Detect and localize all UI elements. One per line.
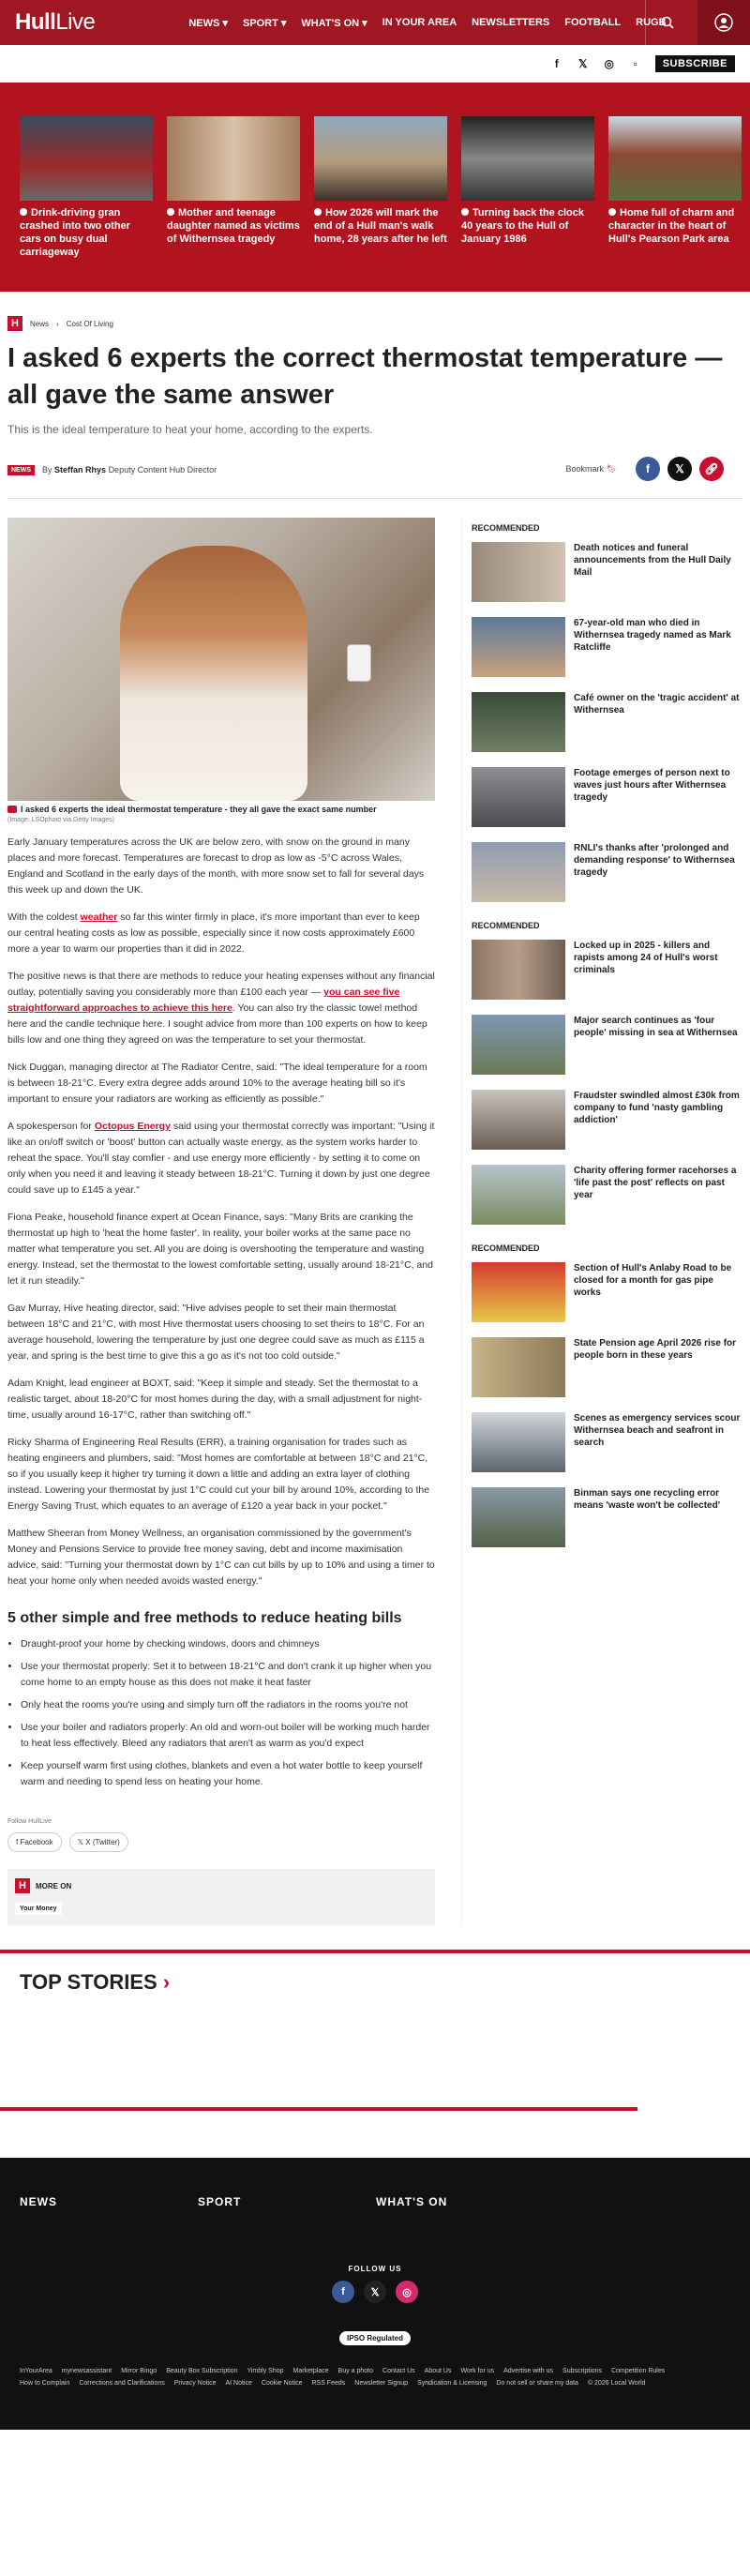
thermostat-illustration — [347, 644, 371, 682]
paragraph: Matthew Sheeran from Money Wellness, an organisation commissioned by the government's Money and Pensions Service to provide free money saving, debt and income maximisation advice, said: "Turning your thermostat down by 1°C can cut bills by up to 10% and using a timer to heat your home only when needed avoids wasted energy." — [8, 1528, 435, 1587]
nav-item-in-your-area[interactable]: IN YOUR AREA — [382, 16, 458, 28]
recommended-item[interactable]: 67-year-old man who died in Withernsea tragedy named as Mark Ratcliffe — [472, 617, 742, 677]
trending-image — [167, 116, 300, 201]
sidebar — [461, 518, 742, 1925]
recommended-section — [472, 921, 742, 1225]
x-icon: 𝕏 — [77, 1838, 84, 1846]
paragraph: Fiona Peake, household finance expert at Ocean Finance, says: "Many Brits are cranking the thermostat up high to 'heat the home faster'. In reality, your boiler works at the same pace no matter what temperature you set. All you are doing is overshooting the temperature and wasting energy. Instead, set the thermostat to the lowest comfortable setting, usually around 18-21°C, and let it run steadily." — [8, 1212, 434, 1287]
nav-item-whats-on[interactable]: WHAT'S ON ▾ — [301, 17, 368, 29]
broken-image-icon: ▫ — [633, 57, 638, 70]
footer-link[interactable]: Mirror Bingo — [121, 2368, 158, 2374]
list-item: • Only heat the rooms you're using and simply turn off the radiators in the rooms you're not — [21, 1697, 435, 1713]
list-item: • Draught-proof your home by checking windows, doors and chimneys — [21, 1636, 435, 1652]
logo-live: Live — [55, 9, 96, 35]
recommended-item[interactable]: Section of Hull's Anlaby Road to be closed for a month for gas pipe works — [472, 1262, 742, 1322]
x-icon[interactable]: 𝕏 — [578, 57, 588, 70]
news-badge: NEWS — [8, 465, 35, 475]
footer-link[interactable]: InYourArea — [20, 2368, 52, 2374]
trending-headline[interactable]: Drink-driving gran crashed into two other cars on busy dual carriageway — [20, 207, 130, 258]
trending-image — [20, 116, 153, 201]
recommended-thumbnail — [472, 842, 565, 902]
nav-links — [188, 17, 666, 29]
bookmark-button[interactable]: Bookmark 🔖︎ — [565, 463, 617, 474]
trending-card[interactable] — [20, 116, 153, 292]
header-divider — [8, 498, 742, 499]
recommended-item[interactable]: RNLI's thanks after 'prolonged and demanding response' to Withernsea tragedy — [472, 842, 742, 902]
footer-link[interactable]: Privacy Notice — [173, 2380, 217, 2387]
footer-link[interactable]: How to Complain — [20, 2380, 70, 2387]
recommended-thumbnail — [472, 1487, 565, 1547]
recommended-thumbnail — [472, 940, 565, 1000]
site-footer — [0, 2158, 750, 2430]
breadcrumb-news[interactable]: News — [30, 319, 50, 328]
bullet-icon — [608, 208, 616, 216]
trending-card[interactable] — [608, 116, 742, 292]
recommended-section — [472, 1243, 742, 1547]
footer-link[interactable]: Advertise with us — [503, 2368, 554, 2374]
bookmark-icon: 🔖︎ — [606, 463, 617, 474]
recommended-thumbnail — [472, 1090, 565, 1150]
follow-buttons — [8, 1832, 435, 1852]
recommended-item[interactable]: Locked up in 2025 - killers and rapists among 24 of Hull's worst criminals — [472, 940, 742, 1000]
footer-link[interactable]: Syndication & Licensing — [417, 2380, 488, 2387]
breadcrumb-section[interactable]: Cost Of Living — [66, 319, 113, 328]
brand-h-icon: H — [8, 316, 22, 331]
footer-link[interactable]: AI Notice — [225, 2380, 252, 2387]
nav-item-newsletters[interactable]: NEWSLETTERS — [472, 16, 550, 28]
account-button[interactable] — [698, 0, 750, 45]
chevron-right-icon: › — [162, 1970, 171, 1994]
paragraph: Adam Knight, lead engineer at BOXT, said: "Keep it simple and steady. Set the thermostat to a realistic target, about 18-20°C for most homes during the day, with a small adjustment for night-time, usually around 16-17°C, rather than switching off." — [8, 1378, 423, 1421]
recommended-label: RECOMMENDED — [472, 1243, 540, 1253]
recommended-item[interactable]: Café owner on the 'tragic accident' at Withernsea — [472, 692, 742, 752]
site-logo[interactable] — [15, 9, 95, 36]
footer-link[interactable]: Work for us — [460, 2368, 495, 2374]
footer-link[interactable]: Buy a photo — [338, 2368, 374, 2374]
subscribe-button[interactable]: SUBSCRIBE — [655, 55, 735, 72]
list-item: • Use your thermostat properly: Set it to between 18-21°C and don't crank it up higher when you come home to an empty house as this does not make it heat faster — [21, 1659, 435, 1691]
footer-link[interactable]: Competition Rules — [611, 2368, 666, 2374]
link-octopus-energy[interactable]: Octopus Energy — [94, 1121, 171, 1132]
byline: By Steffan Rhys Deputy Content Hub Director — [42, 465, 218, 475]
trending-card[interactable] — [167, 116, 300, 292]
link-weather[interactable]: weather — [80, 911, 118, 923]
x-icon[interactable]: 𝕏 — [364, 2281, 386, 2303]
list-item: • Use your boiler and radiators properly: An old and worn-out boiler will be working much harder to heat less effectively. Bleed any radiators that aren't as warm as you'd expect — [21, 1720, 435, 1752]
recommended-item[interactable]: Binman says one recycling error means 'waste won't be collected' — [472, 1487, 742, 1547]
nav-item-sport[interactable]: SPORT ▾ — [242, 17, 287, 29]
recommended-item[interactable]: Death notices and funeral announcements from the Hull Daily Mail — [472, 542, 742, 602]
recommended-item[interactable]: Footage emerges of person next to waves just hours after Withernsea tragedy — [472, 767, 742, 827]
author-role: Deputy Content Hub Director — [108, 465, 218, 475]
brand-h-icon: H — [15, 1878, 30, 1893]
trending-card[interactable] — [314, 116, 447, 292]
recommended-item[interactable]: Charity offering former racehorses a 'life past the post' reflects on past year — [472, 1165, 742, 1225]
footer-link[interactable]: About Us — [424, 2368, 452, 2374]
recommended-thumbnail — [472, 1337, 565, 1397]
share-bar — [566, 457, 724, 481]
tips-list — [8, 1636, 435, 1790]
recommended-thumbnail — [472, 542, 565, 602]
social-bar — [0, 45, 750, 83]
paragraph: Early January temperatures across the UK are below zero, with snow on the ground in many places and more forecast. Temperatures are forecast to drop as low as -5°C across Wales, England and Scotland in the early days of the month, with more snow set to fall for several days this week up and down the UK. — [8, 836, 425, 896]
footer-copyright: © 2026 Local World — [587, 2380, 646, 2387]
content-area — [0, 518, 750, 1925]
article-body — [8, 518, 435, 1925]
recommended-thumbnail — [472, 767, 565, 827]
recommended-thumbnail — [472, 1015, 565, 1075]
breadcrumb — [8, 316, 742, 331]
image-credit: (Image: LSOphoto via Getty Images) — [8, 817, 114, 823]
footer-col-news[interactable]: NEWS — [20, 2195, 57, 2208]
footer-link[interactable]: mynewsassistant — [61, 2368, 112, 2374]
recommended-thumbnail — [472, 692, 565, 752]
more-on-box — [8, 1869, 435, 1925]
recommended-item[interactable]: State Pension age April 2026 rise for people born in these years — [472, 1337, 742, 1397]
footer-col-sport[interactable]: SPORT — [198, 2195, 242, 2208]
paragraph: Gav Murray, Hive heating director, said: "Hive advises people to set their main thermostat between 18°C and 21°C, with most Hive thermostat users choosing to set theirs to 18°C. For an average household, lowering the temperature by just one degree could save as much as £115 a year, and spring is the best time to give this a go as it's not too cold outside." — [8, 1303, 425, 1362]
byline-row — [8, 457, 742, 483]
bullet-icon — [314, 208, 322, 216]
paragraph: With the coldest weather so far this winter firmly in place, it's more important than ever to keep our central heating costs as low as possible, especially since it now costs approximately £600 more a year to warm our properties than it did in 2022. — [8, 911, 420, 955]
trending-headline[interactable]: Mother and teenage daughter named as victims of Withernsea tragedy — [167, 207, 300, 245]
nav-item-rugby[interactable]: RUGB — [636, 16, 667, 28]
share-x-icon[interactable]: 𝕏 — [668, 457, 692, 481]
follow-us-label: FOLLOW US — [348, 2265, 402, 2273]
trending-card[interactable] — [461, 116, 594, 292]
bullet-icon — [167, 208, 174, 216]
section-subheading: 5 other simple and free methods to reduce heating bills — [8, 1610, 402, 1626]
recommended-item[interactable]: Scenes as emergency services scour Withernsea beach and seafront in search — [472, 1412, 742, 1472]
nav-right — [645, 0, 750, 45]
article-header — [0, 292, 750, 483]
recommended-thumbnail — [472, 1412, 565, 1472]
ipso-badge[interactable]: IPSO Regulated — [20, 2331, 730, 2345]
hero-image — [8, 518, 435, 801]
recommended-thumbnail — [472, 617, 565, 677]
footer-columns — [20, 2195, 730, 2208]
follow-facebook-button[interactable]: f Facebook — [8, 1832, 62, 1852]
trending-headline[interactable]: How 2026 will mark the end of a Hull man's walk home, 28 years after he left — [314, 207, 447, 245]
footer-col-whats-on[interactable]: WHAT'S ON — [376, 2195, 448, 2208]
footer-link[interactable]: RSS Feeds — [311, 2380, 346, 2387]
hero-subject — [120, 546, 308, 801]
recommended-thumbnail — [472, 1165, 565, 1225]
trending-image — [461, 116, 594, 201]
search-icon — [661, 16, 674, 29]
top-stories-heading[interactable]: TOP STORIES › — [20, 1970, 171, 1994]
trending-band — [0, 83, 750, 292]
share-link-icon[interactable]: 🔗︎ — [699, 457, 724, 481]
trending-headline[interactable]: Turning back the clock 40 years to the Hull of January 1986 — [461, 207, 584, 245]
footer-link[interactable]: Corrections and Clarifications — [79, 2380, 165, 2387]
footer-link[interactable]: Subscriptions — [562, 2368, 603, 2374]
link-five-approaches[interactable]: you can see five straightforward approaches to achieve this here — [8, 987, 400, 1014]
top-navigation — [0, 0, 750, 45]
image-caption: I asked 6 experts the ideal thermostat temperature - they all gave the exact same number — [8, 805, 435, 814]
recommended-thumbnail — [472, 1262, 565, 1322]
recommended-label: RECOMMENDED — [472, 523, 540, 533]
instagram-icon[interactable]: ◎ — [604, 57, 614, 70]
instagram-icon[interactable]: ◎ — [396, 2281, 418, 2303]
breadcrumb-separator: › — [56, 319, 59, 328]
footer-links — [20, 2368, 713, 2387]
recommended-item[interactable]: Fraudster swindled almost £30k from company to fund 'nasty gambling addiction' — [472, 1090, 742, 1150]
trending-headline[interactable]: Home full of charm and character in the heart of Hull's Pearson Park area — [608, 207, 735, 245]
topic-tag[interactable]: Your Money — [15, 1903, 62, 1915]
more-on-heading: H MORE ON — [15, 1878, 428, 1893]
facebook-icon: f — [16, 1838, 19, 1846]
follow-x-button[interactable]: 𝕏 X (Twitter) — [69, 1832, 128, 1852]
footer-social — [20, 2281, 730, 2303]
bullet-icon — [20, 208, 27, 216]
paragraph: The positive news is that there are methods to reduce your heating expenses without any financial outlay, potentially saving you considerably more than £100 each year — you can see five straightforward approaches to achieve this here. You can also try the classic towel method here and the candle technique here. I sought advice from more than 100 experts on how to keep bills low and one thing they agreed on was the temperature to set your thermostat. — [8, 971, 435, 1046]
facebook-icon[interactable]: f — [554, 57, 559, 70]
footer-link[interactable]: Beauty Box Subscription — [166, 2368, 238, 2374]
footer-link[interactable]: Yimbly Shop — [247, 2368, 284, 2374]
user-icon — [714, 13, 733, 32]
recommended-item[interactable]: Major search continues as 'four people' missing in sea at Withernsea — [472, 1015, 742, 1075]
footer-link[interactable]: Contact Us — [382, 2368, 415, 2374]
camera-icon — [8, 806, 17, 813]
paragraph: A spokesperson for Octopus Energy said using your thermostat correctly was important: "Using it like an on/off switch or 'boost' button can actually waste energy, as the system works harder to reheat the space. You'll stay comfier - and use energy more efficiently - by setting it to come on only when you need it and leaving it steady between 18-21°C. Turning it down by just one degree could save up to £145 a year." — [8, 1121, 435, 1196]
footer-link[interactable]: Newsletter Signup — [354, 2380, 409, 2387]
recommended-label: RECOMMENDED — [472, 921, 540, 930]
recommended-section — [472, 523, 742, 902]
article-headline: I asked 6 experts the correct thermostat temperature — all gave the same answer — [8, 343, 723, 410]
paragraph: Ricky Sharma of Engineering Real Results (ERR), a training organisation for trades such as heating engineers and plumbers, said: "Most homes are comfortable at between 18°C and 21°C, so if you usually keep it higher try turning it down a little and adding an extra layer of clothing instead. Lowering your thermostat by just 1°C could cut your bill by around 10%, according to the Energy Saving Trust, which equates to an average of £120 a year back in your pocket." — [8, 1437, 430, 1512]
trending-image — [608, 116, 742, 201]
nav-item-news[interactable]: NEWS ▾ — [188, 17, 228, 29]
trending-image — [314, 116, 447, 201]
follow-label: Follow HullLive — [8, 1818, 52, 1825]
footer-link[interactable]: Cookie Notice — [261, 2380, 303, 2387]
search-button[interactable] — [645, 0, 688, 45]
footer-link[interactable]: Marketplace — [292, 2368, 329, 2374]
nav-item-football[interactable]: FOOTBALL — [564, 16, 622, 28]
logo-hull: Hull — [15, 9, 56, 35]
author-name[interactable]: Steffan Rhys — [54, 465, 107, 475]
top-stories-bottom-rule — [0, 2107, 638, 2111]
paragraph: Nick Duggan, managing director at The Radiator Centre, said: "The ideal temperature for a room is between 18-21°C. Every extra degree adds around 10% to the average heating bill so it's important to ensure your radiators are working as efficiently as possible." — [8, 1062, 428, 1105]
bullet-icon — [461, 208, 469, 216]
footer-link[interactable]: Do not sell or share my data — [496, 2380, 578, 2387]
facebook-icon[interactable]: f — [332, 2281, 354, 2303]
list-item: • Keep yourself warm first using clothes, blankets and even a hot water bottle to keep yourself warm and needing to spend less on heating your home. — [21, 1758, 435, 1790]
article-standfirst: This is the ideal temperature to heat your home, according to the experts. — [8, 423, 373, 436]
share-facebook-icon[interactable]: f — [636, 457, 660, 481]
